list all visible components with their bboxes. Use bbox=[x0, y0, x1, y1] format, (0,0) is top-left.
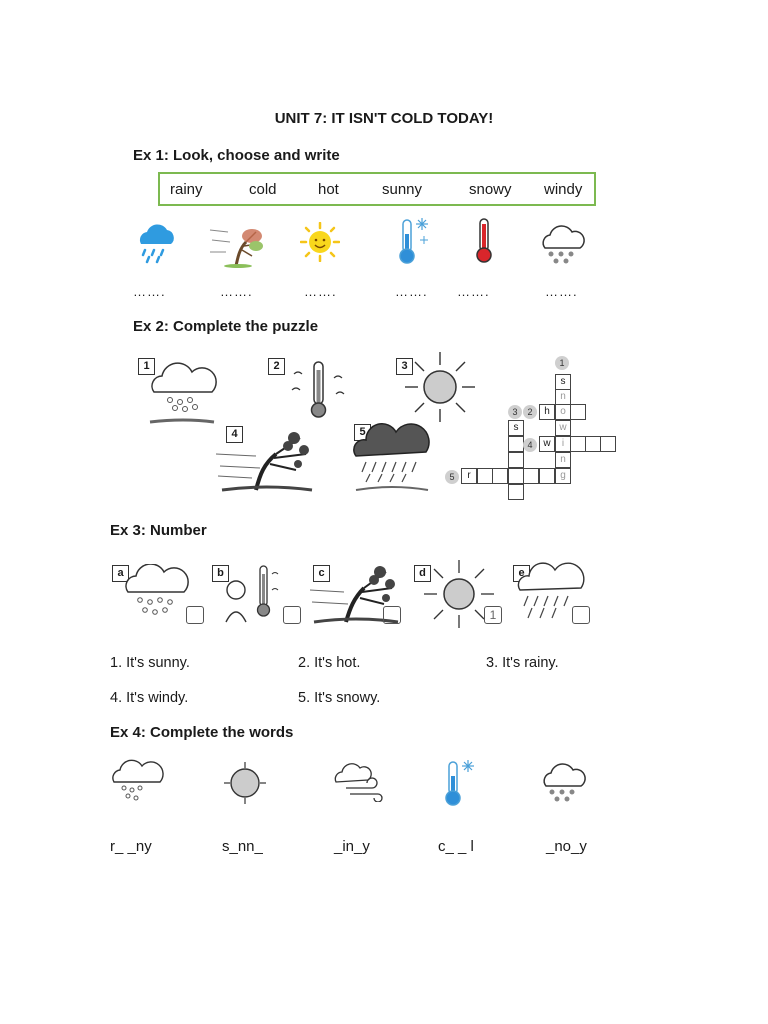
word-option: sunny bbox=[382, 181, 423, 198]
puzzle-cell[interactable]: g bbox=[555, 468, 571, 484]
puzzle-cell[interactable] bbox=[523, 468, 539, 484]
puzzle-cell[interactable]: n bbox=[555, 452, 571, 468]
snow-cloud-icon bbox=[538, 758, 590, 804]
puzzle-cell[interactable]: w bbox=[555, 420, 571, 436]
snow-cloud-icon bbox=[148, 362, 220, 430]
answer-box[interactable] bbox=[572, 606, 590, 624]
sentence: 1. It's sunny. bbox=[110, 655, 190, 671]
page-title: UNIT 7: IT ISN'T COLD TODAY! bbox=[274, 110, 494, 127]
hot-person-icon bbox=[222, 560, 284, 626]
ex1-heading: Ex 1: Look, choose and write bbox=[133, 147, 340, 164]
puzzle-cell[interactable]: i bbox=[555, 436, 571, 452]
ex2-heading: Ex 2: Complete the puzzle bbox=[133, 318, 319, 335]
sentence: 5. It's snowy. bbox=[298, 690, 381, 706]
cold-thermometer-icon bbox=[440, 758, 480, 808]
answer-box[interactable] bbox=[283, 606, 301, 624]
answer-blank[interactable]: ……. bbox=[457, 284, 490, 299]
sentence: 2. It's hot. bbox=[298, 655, 361, 671]
clue-number: 3 bbox=[508, 405, 522, 419]
picture-label: d bbox=[414, 565, 431, 582]
answer-blank[interactable]: ……. bbox=[220, 284, 253, 299]
answer-box[interactable] bbox=[186, 606, 204, 624]
puzzle-cell[interactable] bbox=[492, 468, 508, 484]
puzzle-cell[interactable] bbox=[585, 436, 601, 452]
hot-thermometer-icon bbox=[290, 360, 350, 420]
puzzle-cell[interactable] bbox=[508, 468, 524, 484]
rain-cloud-icon bbox=[133, 220, 179, 264]
word-fragment[interactable]: c_ _ l bbox=[438, 838, 474, 855]
ex3-heading: Ex 3: Number bbox=[110, 522, 207, 539]
puzzle-cell[interactable] bbox=[570, 436, 586, 452]
hot-thermometer-icon bbox=[472, 216, 496, 264]
picture-label: b bbox=[212, 565, 229, 582]
windy-tree-icon bbox=[208, 222, 264, 268]
puzzle-cell[interactable]: w bbox=[539, 436, 555, 452]
clue-number: 2 bbox=[523, 405, 537, 419]
cold-thermometer-icon bbox=[394, 216, 434, 266]
sentence: 4. It's windy. bbox=[110, 690, 189, 706]
puzzle-cell[interactable]: r bbox=[461, 468, 477, 484]
word-option: windy bbox=[544, 181, 583, 198]
puzzle-cell[interactable] bbox=[508, 436, 524, 452]
answer-blank[interactable]: ……. bbox=[133, 284, 166, 299]
picture-label: 4 bbox=[226, 426, 243, 443]
word-option: hot bbox=[318, 181, 339, 198]
word-fragment[interactable]: _in_y bbox=[334, 838, 370, 855]
sun-icon bbox=[222, 760, 268, 806]
windy-tree-icon bbox=[216, 424, 316, 494]
picture-label: a bbox=[112, 565, 129, 582]
word-fragment[interactable]: _no_y bbox=[546, 838, 587, 855]
puzzle-cell[interactable]: s bbox=[508, 420, 524, 436]
answer-box[interactable]: 1 bbox=[484, 606, 502, 624]
picture-label: e bbox=[513, 565, 530, 582]
sentence: 3. It's rainy. bbox=[486, 655, 559, 671]
answer-box[interactable] bbox=[383, 606, 401, 624]
word-fragment[interactable]: r_ _ny bbox=[110, 838, 152, 855]
puzzle-cell[interactable]: s bbox=[555, 374, 571, 390]
puzzle-cell[interactable]: o bbox=[555, 404, 571, 420]
puzzle-cell[interactable] bbox=[570, 404, 586, 420]
puzzle-cell[interactable] bbox=[477, 468, 493, 484]
rain-cloud-icon bbox=[352, 422, 432, 494]
puzzle-cell[interactable] bbox=[508, 484, 524, 500]
puzzle-cell[interactable]: h bbox=[539, 404, 555, 420]
snow-cloud-icon bbox=[110, 758, 166, 806]
word-fragment[interactable]: s_nn_ bbox=[222, 838, 263, 855]
answer-blank[interactable]: ……. bbox=[304, 284, 337, 299]
word-option: rainy bbox=[170, 181, 203, 198]
puzzle-cell[interactable] bbox=[539, 468, 555, 484]
word-box bbox=[158, 172, 596, 206]
picture-label: 3 bbox=[396, 358, 413, 375]
answer-blank[interactable]: ……. bbox=[395, 284, 428, 299]
snow-cloud-icon bbox=[537, 220, 589, 266]
clue-number: 1 bbox=[555, 356, 569, 370]
smiling-sun-icon bbox=[300, 222, 340, 262]
sun-icon bbox=[402, 350, 478, 424]
picture-label: 2 bbox=[268, 358, 285, 375]
picture-label: c bbox=[313, 565, 330, 582]
puzzle-cell[interactable] bbox=[600, 436, 616, 452]
ex4-heading: Ex 4: Complete the words bbox=[110, 724, 294, 741]
answer-blank[interactable]: ……. bbox=[545, 284, 578, 299]
word-option: cold bbox=[249, 181, 277, 198]
clue-number: 5 bbox=[445, 470, 459, 484]
puzzle-cell[interactable] bbox=[508, 452, 524, 468]
picture-label: 1 bbox=[138, 358, 155, 375]
snow-cloud-icon bbox=[122, 564, 192, 624]
picture-label: 5 bbox=[354, 424, 371, 441]
word-option: snowy bbox=[469, 181, 512, 198]
clue-number: 4 bbox=[523, 438, 537, 452]
puzzle-cell[interactable]: n bbox=[555, 389, 571, 405]
wind-icon bbox=[332, 762, 386, 802]
